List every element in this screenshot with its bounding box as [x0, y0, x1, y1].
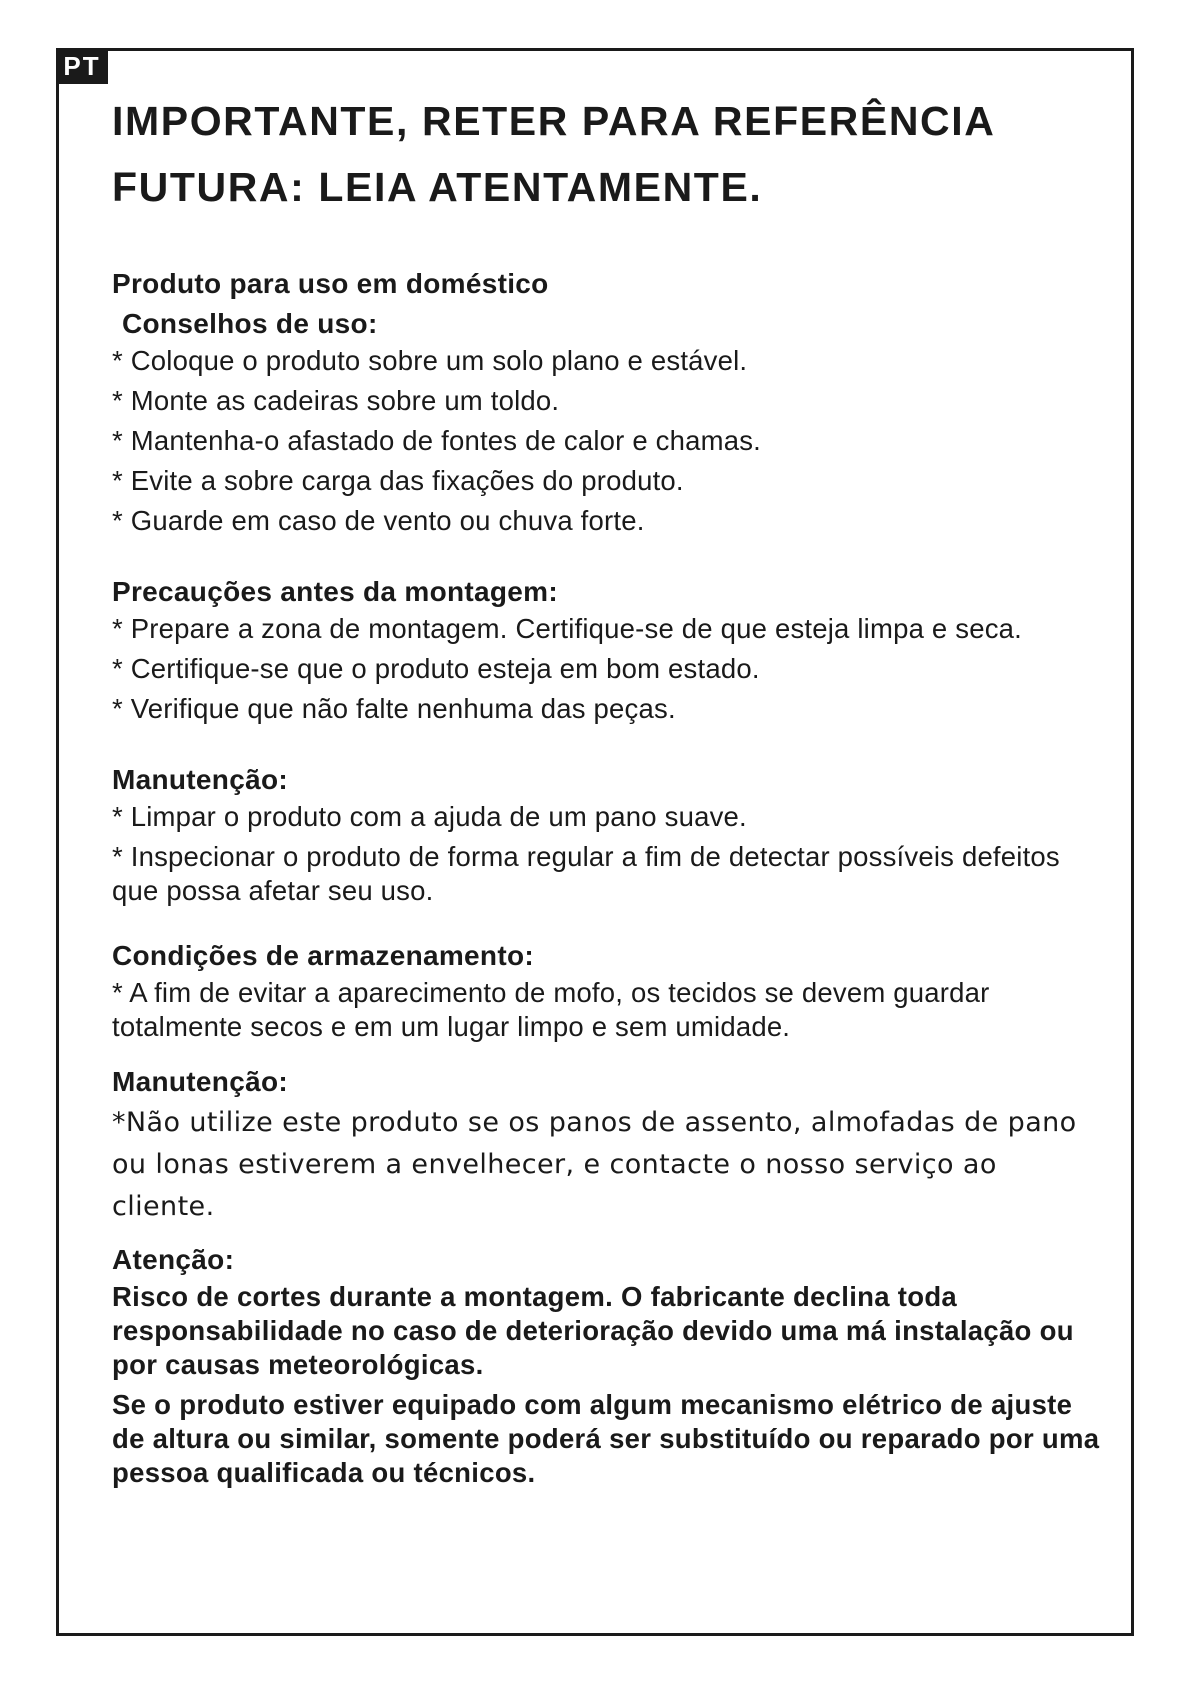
section-precautions — [112, 572, 1102, 726]
document-body — [112, 88, 1102, 1496]
maintenance-2-heading: Manutenção: — [112, 1066, 288, 1097]
precautions-heading: Precauções antes da montagem: — [112, 576, 558, 607]
list-item: * Limpar o produto com a ajuda de um pano suave. — [112, 801, 747, 832]
attention-paragraph: Risco de cortes durante a montagem. O fabricante declina toda responsabilidade no caso de deterioração devido uma má instalação ou por causas meteorológicas. — [112, 1281, 1074, 1380]
title-line-2: FUTURA: LEIA ATENTAMENTE. — [112, 164, 763, 210]
section-attention — [112, 1240, 1102, 1490]
usage-heading: Produto para uso em doméstico — [112, 268, 549, 299]
section-usage — [112, 264, 1102, 538]
section-storage — [112, 936, 1102, 1044]
usage-subheading: Conselhos de uso: — [122, 308, 378, 339]
language-badge: PT — [56, 48, 108, 84]
title-line-1: IMPORTANTE, RETER PARA REFERÊNCIA — [112, 98, 996, 144]
list-item: * Guarde em caso de vento ou chuva forte. — [112, 505, 645, 536]
section-maintenance — [112, 760, 1102, 908]
list-item: * Inspecionar o produto de forma regular a fim de detectar possíveis defeitos que possa afetar seu uso. — [112, 841, 1060, 906]
list-item: * Coloque o produto sobre um solo plano e estável. — [112, 345, 748, 376]
section-maintenance-2 — [112, 1062, 1102, 1228]
list-item: * Prepare a zona de montagem. Certifique-se de que esteja limpa e seca. — [112, 613, 1022, 644]
list-item: * Certifique-se que o produto esteja em bom estado. — [112, 653, 760, 684]
list-item: * Monte as cadeiras sobre um toldo. — [112, 385, 560, 416]
storage-heading: Condições de armazenamento: — [112, 940, 534, 971]
storage-text: * A fim de evitar a aparecimento de mofo, os tecidos se devem guardar totalmente secos e em um lugar limpo e sem umidade. — [112, 977, 990, 1042]
list-item: * Verifique que não falte nenhuma das peças. — [112, 693, 676, 724]
list-item: * Evite a sobre carga das fixações do produto. — [112, 465, 684, 496]
list-item: * Mantenha-o afastado de fontes de calor e chamas. — [112, 425, 762, 456]
attention-heading: Atenção: — [112, 1244, 235, 1275]
attention-paragraph: Se o produto estiver equipado com algum mecanismo elétrico de ajuste de altura ou similar, somente poderá ser substituído ou reparado por uma pessoa qualificada ou técnicos. — [112, 1389, 1100, 1488]
page-title — [112, 88, 1102, 220]
maintenance-2-text: *Não utilize este produto se os panos de assento, almofadas de pano ou lonas estiverem a envelhecer, e contacte o nosso serviço ao cliente. — [112, 1107, 1077, 1222]
maintenance-heading: Manutenção: — [112, 764, 288, 795]
